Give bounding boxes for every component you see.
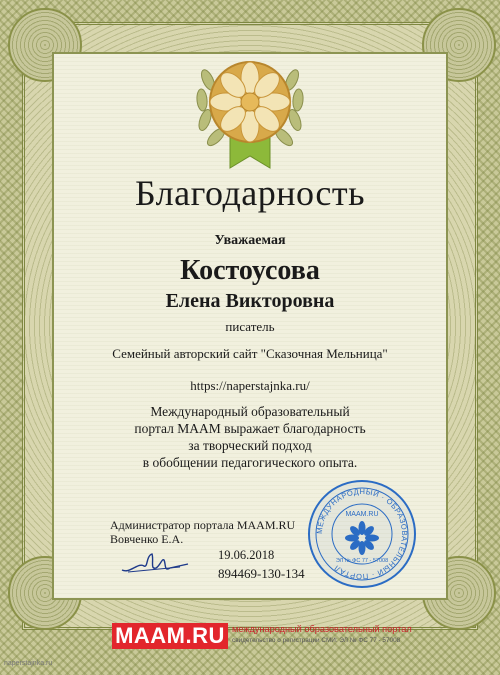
stamp-ring-text: МЕЖДУНАРОДНЫЙ · ОБРАЗОВАТЕЛЬНЫЙ · ПОРТАЛ <box>314 486 410 582</box>
issue-date: 19.06.2018 <box>218 548 275 562</box>
admin-title: Администратор портала MAAM.RU <box>110 518 296 532</box>
thanks-line: портал МААМ выражает благодарность <box>134 421 366 436</box>
recipient-organization: Семейный авторский сайт "Сказочная Мельница" <box>112 346 388 361</box>
certificate-number: 894469-130-134 <box>218 566 305 581</box>
portal-line: международный образовательный портал <box>232 624 412 634</box>
recipient-website: https://naperstajnka.ru/ <box>190 378 310 393</box>
stamp-center-text: MAAM.RU <box>345 511 379 518</box>
thanks-line: Международный образовательный <box>150 404 350 419</box>
signature-icon <box>120 548 190 578</box>
portal-caption <box>232 624 412 646</box>
medal-emblem <box>190 40 310 170</box>
administrator-block <box>110 518 295 546</box>
certificate-title: Благодарность <box>134 173 366 213</box>
registration-line: свидетельство о регистрации СМИ: ЭЛ № ФС 77 - 57008 <box>232 637 401 644</box>
thanks-line: за творческий подход <box>188 438 312 453</box>
thanks-text <box>52 403 448 471</box>
official-stamp <box>306 478 418 590</box>
recipient-given-names: Елена Викторовна <box>165 290 335 312</box>
maam-logo: MAAM.RU <box>112 623 228 649</box>
stamp-registration-text: ЭЛ № ФС 77 - 57008 <box>335 558 389 564</box>
recipient-position: писатель <box>225 319 275 334</box>
greeting: Уважаемая <box>214 233 286 248</box>
admin-name: Вовченко Е.А. <box>110 532 184 546</box>
watermark: naperstajnka.ru <box>4 660 53 667</box>
recipient-surname: Костоусова <box>180 255 320 286</box>
thanks-line: в обобщении педагогического опыта. <box>142 455 358 470</box>
